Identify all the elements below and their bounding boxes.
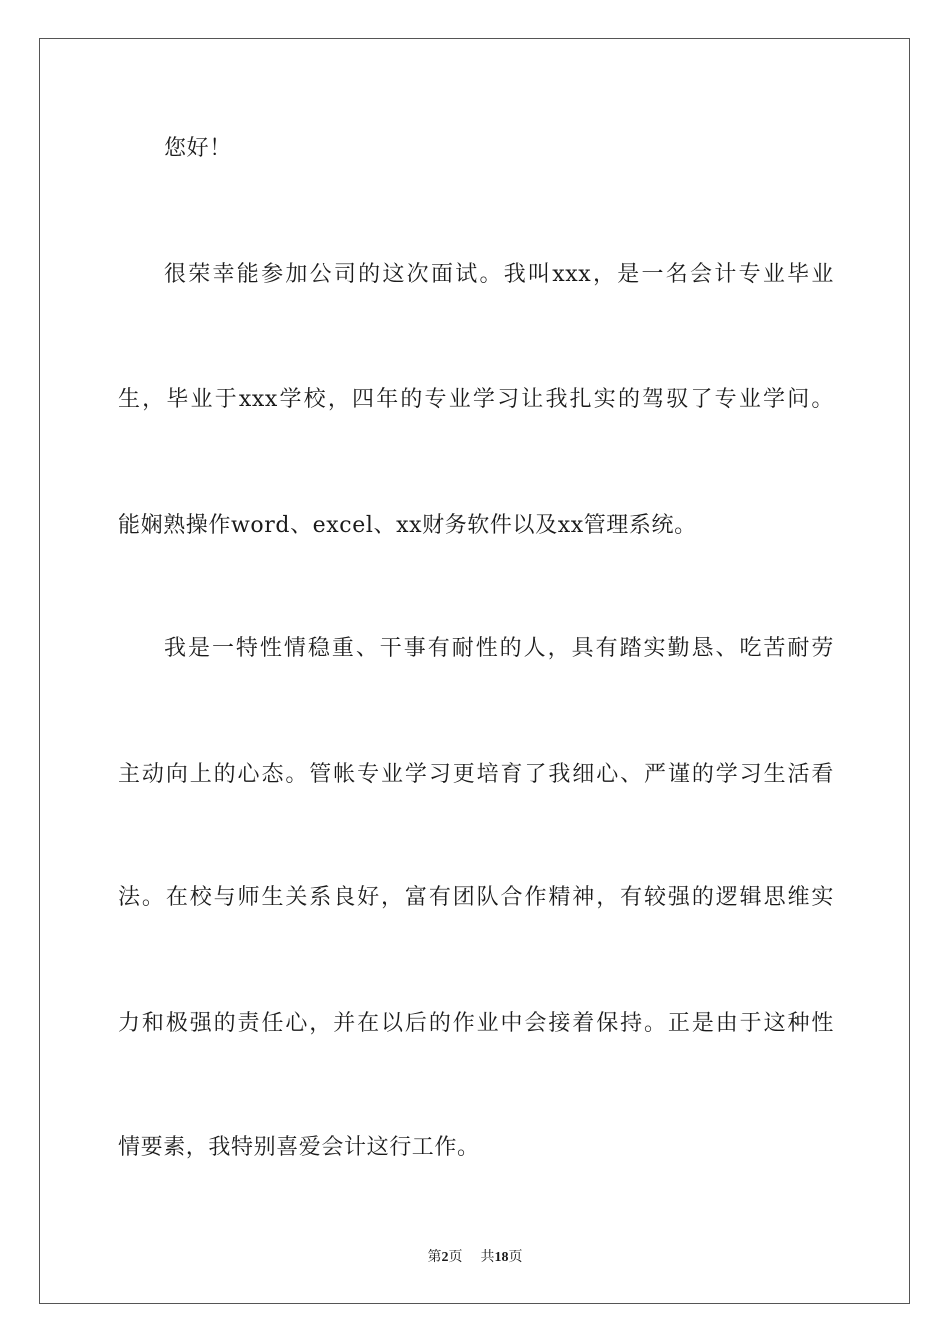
paragraph-2-line-5: 情要素，我特别喜爱会计这行工作。 — [118, 1135, 480, 1160]
total-prefix: 共 — [480, 1250, 495, 1265]
paragraph-2-line-2: 主动向上的心态。管帐专业学习更培育了我细心、严谨的学习生活看 — [118, 762, 834, 787]
paragraph-2-line-4: 力和极强的责任心，并在以后的作业中会接着保持。正是由于这种性 — [118, 1011, 834, 1036]
page-number: 2 — [441, 1250, 449, 1265]
page-prefix: 第 — [427, 1250, 442, 1265]
greeting-line: 您好！ — [164, 136, 232, 161]
total-pages: 18 — [494, 1250, 509, 1265]
paragraph-1-line-3: 能娴熟操作word、excel、xx财务软件以及xx管理系统。 — [118, 513, 697, 538]
total-suffix: 页 — [508, 1250, 523, 1265]
page-suffix: 页 — [448, 1250, 463, 1265]
paragraph-1-line-2: 生，毕业于xxx学校，四年的专业学习让我扎实的驾驭了专业学问。 — [118, 387, 834, 412]
paragraph-2-line-1: 我是一特性情稳重、干事有耐性的人，具有踏实勤恳、吃苦耐劳 — [164, 636, 834, 661]
paragraph-1-line-1: 很荣幸能参加公司的这次面试。我叫xxx，是一名会计专业毕业 — [164, 262, 834, 287]
page-footer — [0, 1248, 950, 1268]
paragraph-2-line-3: 法。在校与师生关系良好，富有团队合作精神，有较强的逻辑思维实 — [118, 885, 834, 910]
page-border — [39, 38, 910, 1304]
